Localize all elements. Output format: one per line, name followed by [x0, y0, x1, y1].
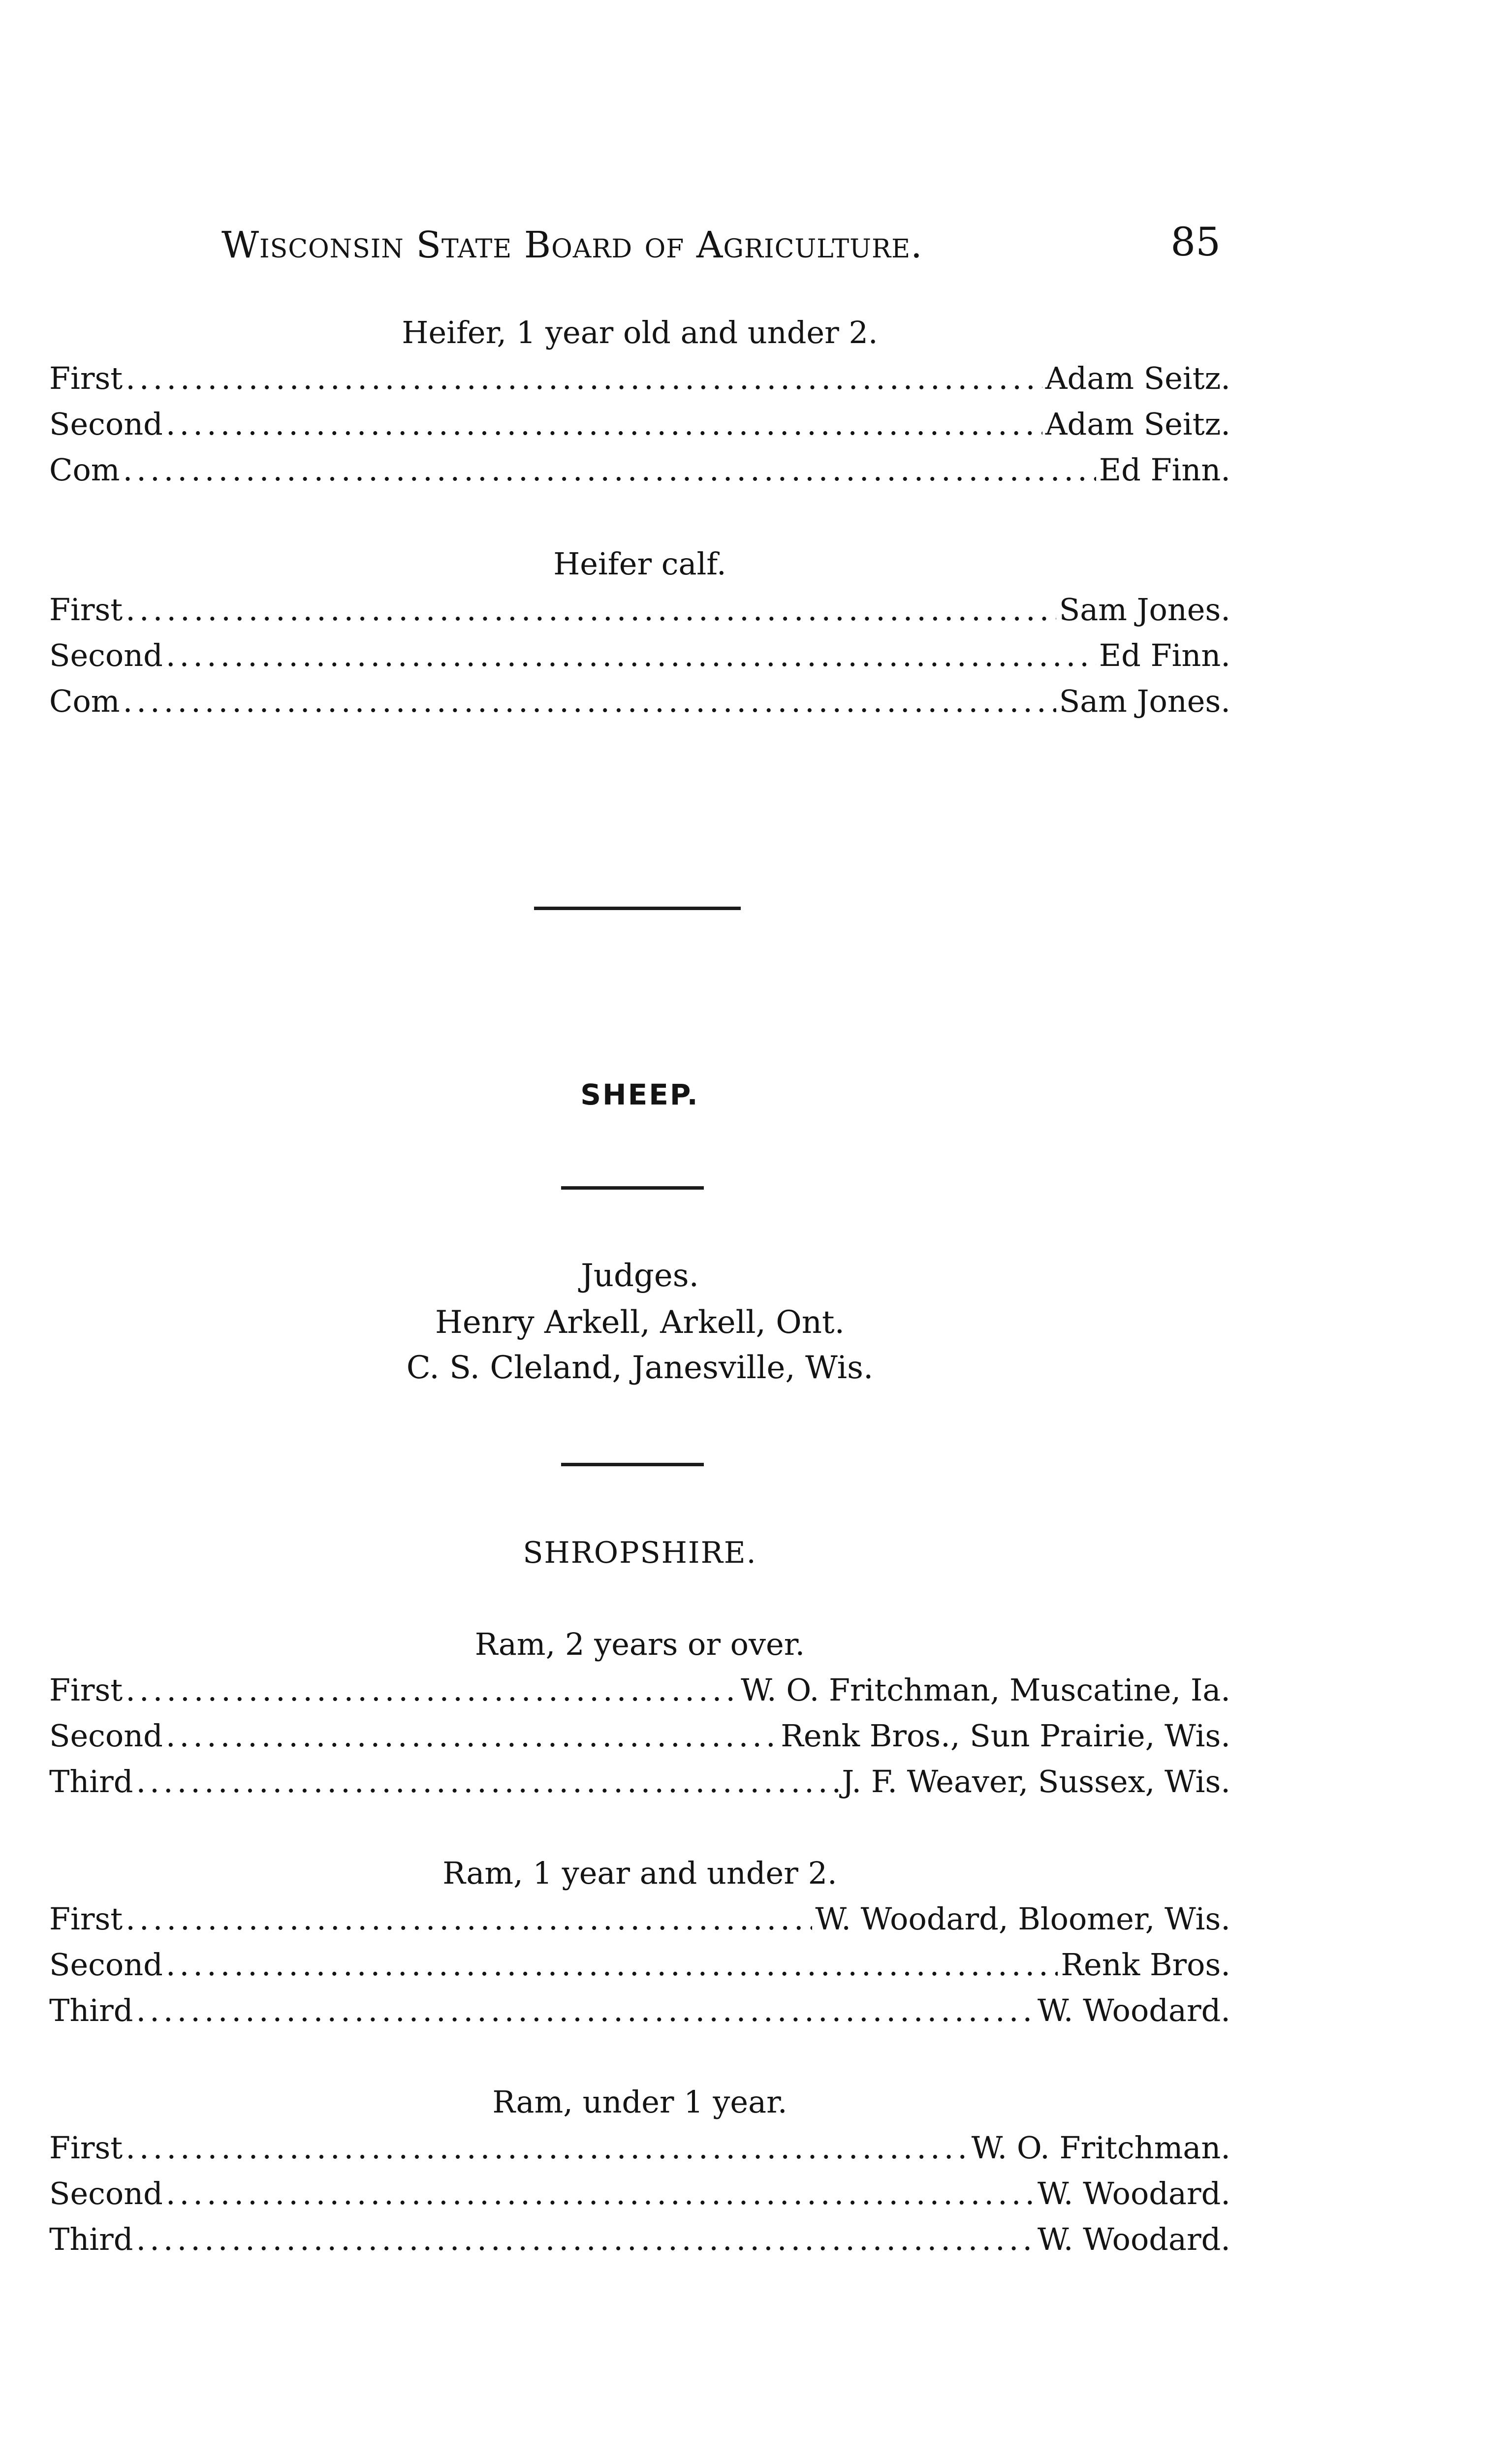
- dot-leader: [126, 355, 1042, 401]
- winner-name: Renk Bros.: [1061, 1947, 1230, 1983]
- place-label: First: [49, 1672, 123, 1708]
- winner-name: W. O. Fritchman, Muscatine, Ia.: [741, 1672, 1230, 1708]
- dot-leader: [136, 2216, 1034, 2262]
- place-label: Third: [49, 1992, 133, 2028]
- place-label: First: [49, 2130, 123, 2166]
- award-row: [49, 1942, 1230, 1988]
- dot-leader: [126, 587, 1056, 632]
- place-label: Third: [49, 1764, 133, 1799]
- judges-label: Judges.: [581, 1258, 699, 1294]
- publication-title: Wisconsin State Board of Agriculture.: [221, 224, 923, 266]
- heading-divider: [561, 1186, 704, 1190]
- sheep-heading: SHEEP.: [580, 1078, 699, 1111]
- award-section-heifer-calf: [49, 541, 1230, 724]
- award-row: [49, 401, 1230, 447]
- section-title: Ram, under 1 year.: [492, 2084, 788, 2120]
- winner-name: Ed Finn.: [1099, 637, 1230, 673]
- award-row: [49, 1759, 1230, 1804]
- award-section-ram-under-1-year: [49, 2080, 1230, 2262]
- award-row: [49, 1713, 1230, 1759]
- section-title: Heifer calf.: [553, 546, 726, 582]
- award-row: [49, 2171, 1230, 2216]
- place-label: Com: [49, 452, 120, 488]
- place-label: First: [49, 592, 123, 628]
- place-label: Third: [49, 2221, 133, 2257]
- winner-name: W. Woodard, Bloomer, Wis.: [815, 1901, 1230, 1937]
- section-title: Heifer, 1 year old and under 2.: [402, 315, 878, 350]
- award-row: [49, 678, 1230, 724]
- award-row: [49, 1667, 1230, 1713]
- winner-name: Adam Seitz.: [1045, 360, 1230, 396]
- award-row: [49, 1988, 1230, 2033]
- running-header: [221, 209, 1221, 268]
- place-label: First: [49, 360, 123, 396]
- dot-leader: [136, 1988, 1034, 2033]
- dot-leader: [126, 1667, 738, 1713]
- dot-leader: [166, 632, 1096, 678]
- place-label: First: [49, 1901, 123, 1937]
- dot-leader: [166, 1942, 1058, 1988]
- award-section-ram-1-year: [49, 1851, 1230, 2033]
- place-label: Second: [49, 1947, 163, 1983]
- award-row: [49, 2216, 1230, 2262]
- section-title: Ram, 2 years or over.: [474, 1626, 805, 1662]
- award-row: [49, 587, 1230, 632]
- award-section-heifer-1-year: [49, 310, 1230, 493]
- breed-heading: SHROPSHIRE.: [523, 1536, 757, 1570]
- winner-name: J. F. Weaver, Sussex, Wis.: [842, 1764, 1230, 1799]
- winner-name: W. Woodard.: [1037, 2176, 1230, 2211]
- award-row: [49, 355, 1230, 401]
- place-label: Second: [49, 406, 163, 442]
- dot-leader: [126, 1896, 812, 1942]
- winner-name: Renk Bros., Sun Prairie, Wis.: [781, 1718, 1230, 1754]
- award-section-ram-2-years: [49, 1622, 1230, 1804]
- award-row: [49, 1896, 1230, 1942]
- dot-leader: [166, 1713, 778, 1759]
- award-row: [49, 2125, 1230, 2171]
- dot-leader: [166, 401, 1042, 447]
- winner-name: W. Woodard.: [1037, 2221, 1230, 2257]
- winner-name: Sam Jones.: [1059, 683, 1230, 719]
- award-row: [49, 632, 1230, 678]
- judge-name: C. S. Cleland, Janesville, Wis.: [406, 1350, 874, 1386]
- judges-divider: [561, 1463, 704, 1466]
- place-label: Second: [49, 637, 163, 673]
- winner-name: W. Woodard.: [1037, 1992, 1230, 2028]
- dot-leader: [123, 678, 1056, 724]
- place-label: Second: [49, 1718, 163, 1754]
- winner-name: W. O. Fritchman.: [971, 2130, 1230, 2166]
- judge-name: Henry Arkell, Arkell, Ont.: [435, 1304, 845, 1341]
- dot-leader: [123, 447, 1096, 493]
- place-label: Second: [49, 2176, 163, 2211]
- page-number: 85: [1170, 219, 1221, 265]
- place-label: Com: [49, 683, 120, 719]
- dot-leader: [166, 2171, 1035, 2216]
- winner-name: Sam Jones.: [1059, 592, 1230, 628]
- winner-name: Ed Finn.: [1099, 452, 1230, 488]
- award-row: [49, 447, 1230, 493]
- section-divider: [534, 907, 741, 910]
- winner-name: Adam Seitz.: [1045, 406, 1230, 442]
- section-title: Ram, 1 year and under 2.: [442, 1855, 837, 1891]
- dot-leader: [136, 1759, 839, 1804]
- dot-leader: [126, 2125, 968, 2171]
